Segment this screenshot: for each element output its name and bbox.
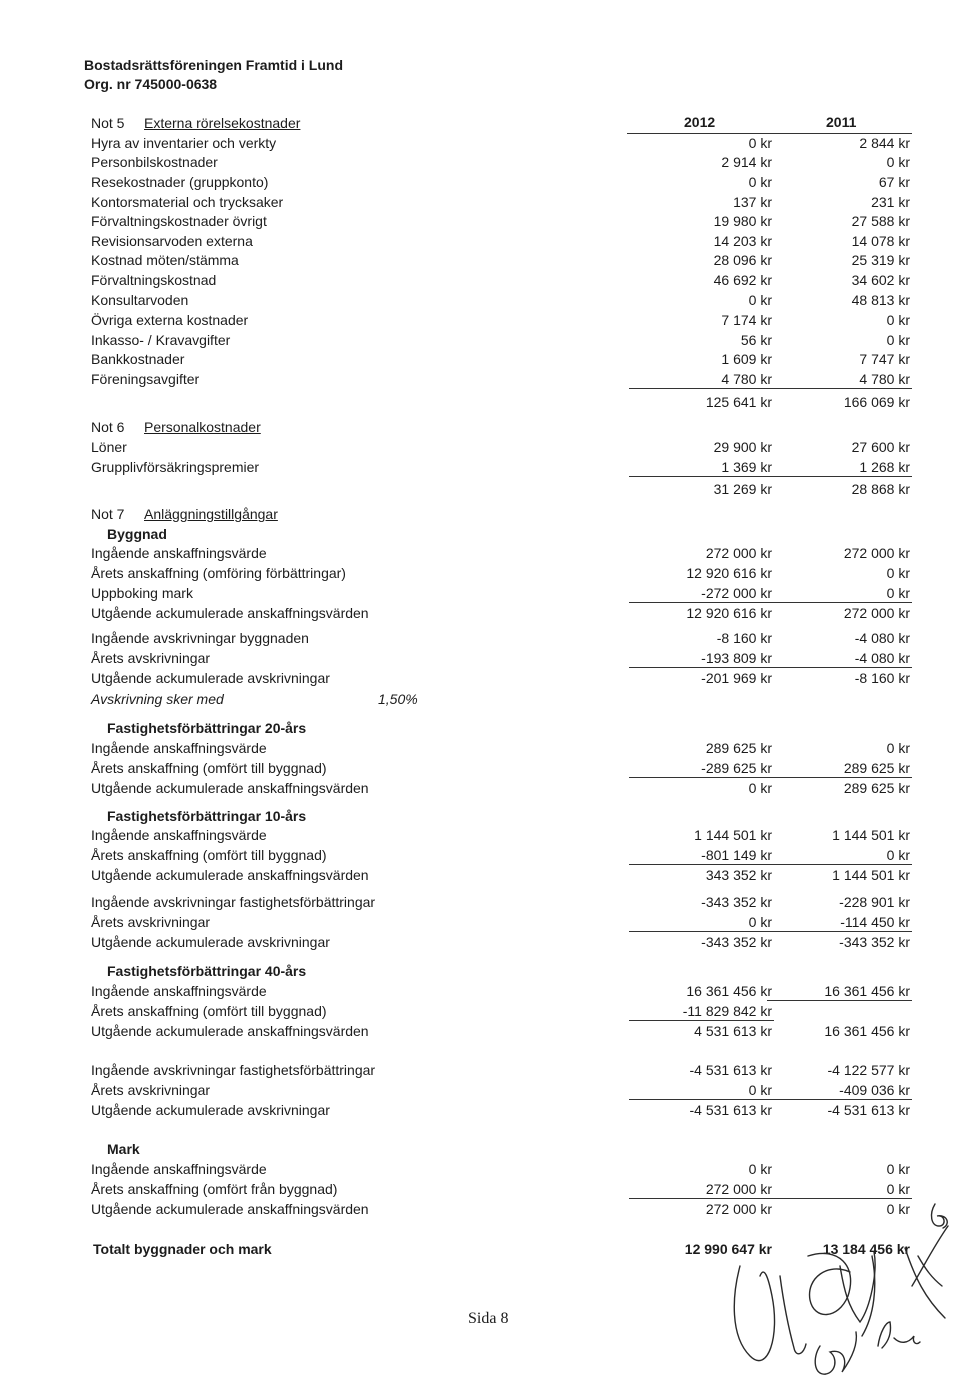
value-2012: 289 625 kr [705, 740, 772, 756]
value-2011: 7 747 kr [859, 351, 910, 367]
table-row [0, 628, 960, 648]
section-heading: Byggnad [107, 526, 167, 542]
row-label: Årets avskrivningar [91, 1082, 211, 1098]
value-2011: -114 450 kr [750, 912, 910, 932]
table-row [0, 437, 960, 457]
value-2011: 1 268 kr [750, 457, 910, 477]
table-row [0, 668, 960, 688]
total-2012: 125 641 kr [705, 394, 772, 410]
value-2011: 4 780 kr [750, 369, 910, 389]
table-row [0, 912, 960, 932]
value-2012: 12 920 616 kr [686, 605, 772, 621]
value-2011: 1 144 501 kr [832, 867, 910, 883]
value-2011: -4 080 kr [854, 630, 910, 646]
value-2011: 0 kr [886, 1201, 910, 1217]
value-2011: 67 kr [878, 174, 910, 190]
value-2012: 4 531 613 kr [694, 1023, 772, 1039]
org-number: Org. nr 745000-0638 [84, 76, 218, 92]
value-2012: -289 625 kr [612, 758, 772, 778]
row-label: Kostnad möten/stämma [91, 252, 239, 268]
total-2011: 28 868 kr [851, 481, 910, 497]
row-label: Ingående anskaffningsvärde [91, 545, 267, 561]
total-2011: 166 069 kr [843, 394, 910, 410]
row-label: Bankkostnader [91, 351, 185, 367]
value-2012: 0 kr [748, 780, 772, 796]
value-2012: 0 kr [748, 1161, 772, 1177]
row-label: Årets anskaffning (omföring förbättringar) [91, 565, 346, 581]
note-title: Anläggningstillgångar [144, 506, 278, 522]
value-2012: 0 kr [612, 912, 772, 932]
grand-total-2012: 12 990 647 kr [684, 1241, 772, 1257]
note-number: Not 5 [91, 115, 125, 131]
table-row [0, 583, 960, 603]
section-heading: Fastighetsförbättringar 20-års [107, 720, 307, 736]
note-6-heading [0, 417, 960, 437]
table-row [0, 543, 960, 563]
row-label: Årets avskrivningar [91, 650, 211, 666]
section-heading: Fastighetsförbättringar 10-års [107, 808, 307, 824]
row-label: Kontorsmaterial och trycksaker [91, 194, 284, 210]
note-5-heading [0, 113, 960, 133]
value-2011: 231 kr [871, 194, 910, 210]
value-2012: 0 kr [748, 292, 772, 308]
rate-value: 1,50% [378, 691, 418, 707]
table-row [0, 563, 960, 583]
value-2012: 343 352 kr [705, 867, 772, 883]
table-row [0, 1100, 960, 1120]
grand-total-label: Totalt byggnader och mark [93, 1241, 272, 1257]
row-label: Utgående ackumulerade avskrivningar [91, 934, 330, 950]
row-label: Ingående anskaffningsvärde [91, 1161, 267, 1177]
value-2011: 0 kr [886, 740, 910, 756]
row-label: Föreningsavgifter [91, 371, 200, 387]
table-row [0, 211, 960, 231]
row-label: Ingående avskrivningar byggnaden [91, 630, 309, 646]
value-2012: 19 980 kr [713, 213, 772, 229]
table-row [0, 1021, 960, 1041]
table-row [0, 1001, 960, 1021]
table-row [0, 738, 960, 758]
row-label: Utgående ackumulerade anskaffningsvärden [91, 1023, 369, 1039]
value-2012: -4 531 613 kr [689, 1102, 772, 1118]
value-2012: 272 000 kr [612, 1179, 772, 1199]
total-2012: 31 269 kr [713, 481, 772, 497]
value-2011: 16 361 456 kr [824, 983, 910, 999]
table-row [0, 1159, 960, 1179]
table-row [0, 290, 960, 310]
row-label: Hyra av inventarier och verkty [91, 135, 277, 151]
row-label: Övriga externa kostnader [91, 312, 249, 328]
note-7-heading [0, 504, 960, 524]
value-2011: 27 600 kr [851, 439, 910, 455]
value-2011: 272 000 kr [843, 605, 910, 621]
page-number: Sida 8 [468, 1310, 509, 1327]
value-2012: 2 914 kr [721, 154, 772, 170]
row-label: Revisionsarvoden externa [91, 233, 253, 249]
value-2012: 1 609 kr [721, 351, 772, 367]
value-2011: -409 036 kr [750, 1080, 910, 1100]
table-row [0, 457, 960, 477]
value-2012: 46 692 kr [713, 272, 772, 288]
table-row [0, 231, 960, 251]
value-2012: 28 096 kr [713, 252, 772, 268]
row-label: Utgående ackumulerade avskrivningar [91, 670, 330, 686]
value-2012: -11 829 842 kr [612, 1001, 772, 1021]
table-row [0, 330, 960, 350]
row-label: Uppboking mark [91, 585, 193, 601]
value-2012: 16 361 456 kr [686, 983, 772, 999]
value-2012: 56 kr [740, 332, 772, 348]
table-row [0, 1080, 960, 1100]
value-2011: -343 352 kr [839, 934, 910, 950]
table-row [0, 648, 960, 668]
row-label: Utgående ackumulerade avskrivningar [91, 1102, 330, 1118]
row-label: Ingående anskaffningsvärde [91, 827, 267, 843]
row-label: Utgående ackumulerade anskaffningsvärden [91, 867, 369, 883]
org-name: Bostadsrättsföreningen Framtid i Lund [84, 57, 344, 73]
value-2011: 16 361 456 kr [824, 1023, 910, 1039]
value-2011: 1 144 501 kr [832, 827, 910, 843]
row-label: Resekostnader (gruppkonto) [91, 174, 269, 190]
value-2012: 7 174 kr [721, 312, 772, 328]
table-row [0, 932, 960, 952]
table-row [0, 892, 960, 912]
table-row [0, 603, 960, 623]
table-row [0, 778, 960, 798]
value-2011: 27 588 kr [851, 213, 910, 229]
value-2011: 0 kr [886, 565, 910, 581]
value-2011: 14 078 kr [851, 233, 910, 249]
table-row [0, 270, 960, 290]
value-2011: 289 625 kr [750, 758, 910, 778]
value-2011: 2 844 kr [859, 135, 910, 151]
depreciation-rate-row [0, 689, 960, 709]
row-label: Förvaltningskostnad [91, 272, 217, 288]
value-2012: 272 000 kr [705, 1201, 772, 1217]
value-2012: 1 144 501 kr [694, 827, 772, 843]
value-2011: -4 531 613 kr [827, 1102, 910, 1118]
row-label: Ingående avskrivningar fastighetsförbättringar [91, 894, 376, 910]
value-2011: 34 602 kr [851, 272, 910, 288]
table-row [0, 1060, 960, 1080]
value-2012: 29 900 kr [713, 439, 772, 455]
row-label: Grupplivförsäkringspremier [91, 459, 260, 475]
value-2012: -193 809 kr [612, 648, 772, 668]
table-row [0, 310, 960, 330]
row-label: Ingående anskaffningsvärde [91, 983, 267, 999]
total-row [0, 479, 960, 499]
value-2012: -201 969 kr [701, 670, 772, 686]
value-2011: 272 000 kr [843, 545, 910, 561]
table-row [0, 152, 960, 172]
row-label: Ingående anskaffningsvärde [91, 740, 267, 756]
row-label: Årets anskaffning (omfört till byggnad) [91, 760, 327, 776]
value-2012: -8 160 kr [716, 630, 772, 646]
handwritten-signatures [690, 1196, 958, 1388]
section-heading: Fastighetsförbättringar 40-års [107, 963, 307, 979]
row-label: Utgående ackumulerade anskaffningsvärden [91, 780, 369, 796]
value-2012: 0 kr [748, 135, 772, 151]
value-2012: 4 780 kr [612, 369, 772, 389]
row-label: Ingående avskrivningar fastighetsförbättringar [91, 1062, 376, 1078]
value-2011: -4 122 577 kr [827, 1062, 910, 1078]
value-2011: 0 kr [886, 1161, 910, 1177]
table-row [0, 758, 960, 778]
column-header-2012: 2012 [684, 114, 716, 130]
value-2011: -228 901 kr [839, 894, 910, 910]
value-2011: 0 kr [750, 845, 910, 865]
row-label: Utgående ackumulerade anskaffningsvärden [91, 605, 369, 621]
value-2011: 25 319 kr [851, 252, 910, 268]
value-2012: -4 531 613 kr [689, 1062, 772, 1078]
value-2011: 0 kr [886, 154, 910, 170]
row-label: Inkasso- / Kravavgifter [91, 332, 231, 348]
row-label: Förvaltningskostnader övrigt [91, 213, 267, 229]
row-label: Årets anskaffning (omfört till byggnad) [91, 847, 327, 863]
grand-total-2011: 13 184 456 kr [822, 1241, 910, 1257]
note-title: Externa rörelsekostnader [144, 115, 301, 131]
value-2012: 14 203 kr [713, 233, 772, 249]
table-row [0, 172, 960, 192]
value-2011: 0 kr [750, 1179, 910, 1199]
value-2012: -801 149 kr [612, 845, 772, 865]
value-2012: 272 000 kr [705, 545, 772, 561]
value-2012: 1 369 kr [612, 457, 772, 477]
value-2011: 0 kr [886, 332, 910, 348]
table-row [0, 192, 960, 212]
table-row [0, 825, 960, 845]
table-row [0, 981, 960, 1001]
value-2012: -343 352 kr [701, 934, 772, 950]
note-number: Not 6 [91, 419, 125, 435]
value-2011: 289 625 kr [843, 780, 910, 796]
value-2012: 137 kr [733, 194, 772, 210]
table-row [0, 133, 960, 153]
row-label: Utgående ackumulerade anskaffningsvärden [91, 1201, 369, 1217]
value-2011: 48 813 kr [851, 292, 910, 308]
row-label: Personbilskostnader [91, 154, 218, 170]
note-title: Personalkostnader [144, 419, 261, 435]
row-label: Årets avskrivningar [91, 914, 211, 930]
table-row [0, 250, 960, 270]
section-heading: Mark [107, 1141, 140, 1157]
table-row [0, 369, 960, 389]
value-2011: -4 080 kr [750, 648, 910, 668]
table-row [0, 845, 960, 865]
column-header-2011: 2011 [826, 114, 857, 130]
value-2012: 12 920 616 kr [686, 565, 772, 581]
value-2012: -272 000 kr [612, 583, 772, 603]
row-label: Årets anskaffning (omfört till byggnad) [91, 1003, 327, 1019]
value-2011: 0 kr [886, 312, 910, 328]
row-label: Konsultarvoden [91, 292, 189, 308]
table-row [0, 349, 960, 369]
value-2011: 0 kr [750, 583, 910, 603]
value-2012: -343 352 kr [701, 894, 772, 910]
note-number: Not 7 [91, 506, 125, 522]
table-row [0, 865, 960, 885]
value-2011: -8 160 kr [854, 670, 910, 686]
rate-label: Avskrivning sker med [91, 691, 224, 707]
total-row [0, 392, 960, 412]
row-label: Årets anskaffning (omfört från byggnad) [91, 1181, 338, 1197]
value-2012: 0 kr [748, 174, 772, 190]
row-label: Löner [91, 439, 127, 455]
value-2012: 0 kr [612, 1080, 772, 1100]
